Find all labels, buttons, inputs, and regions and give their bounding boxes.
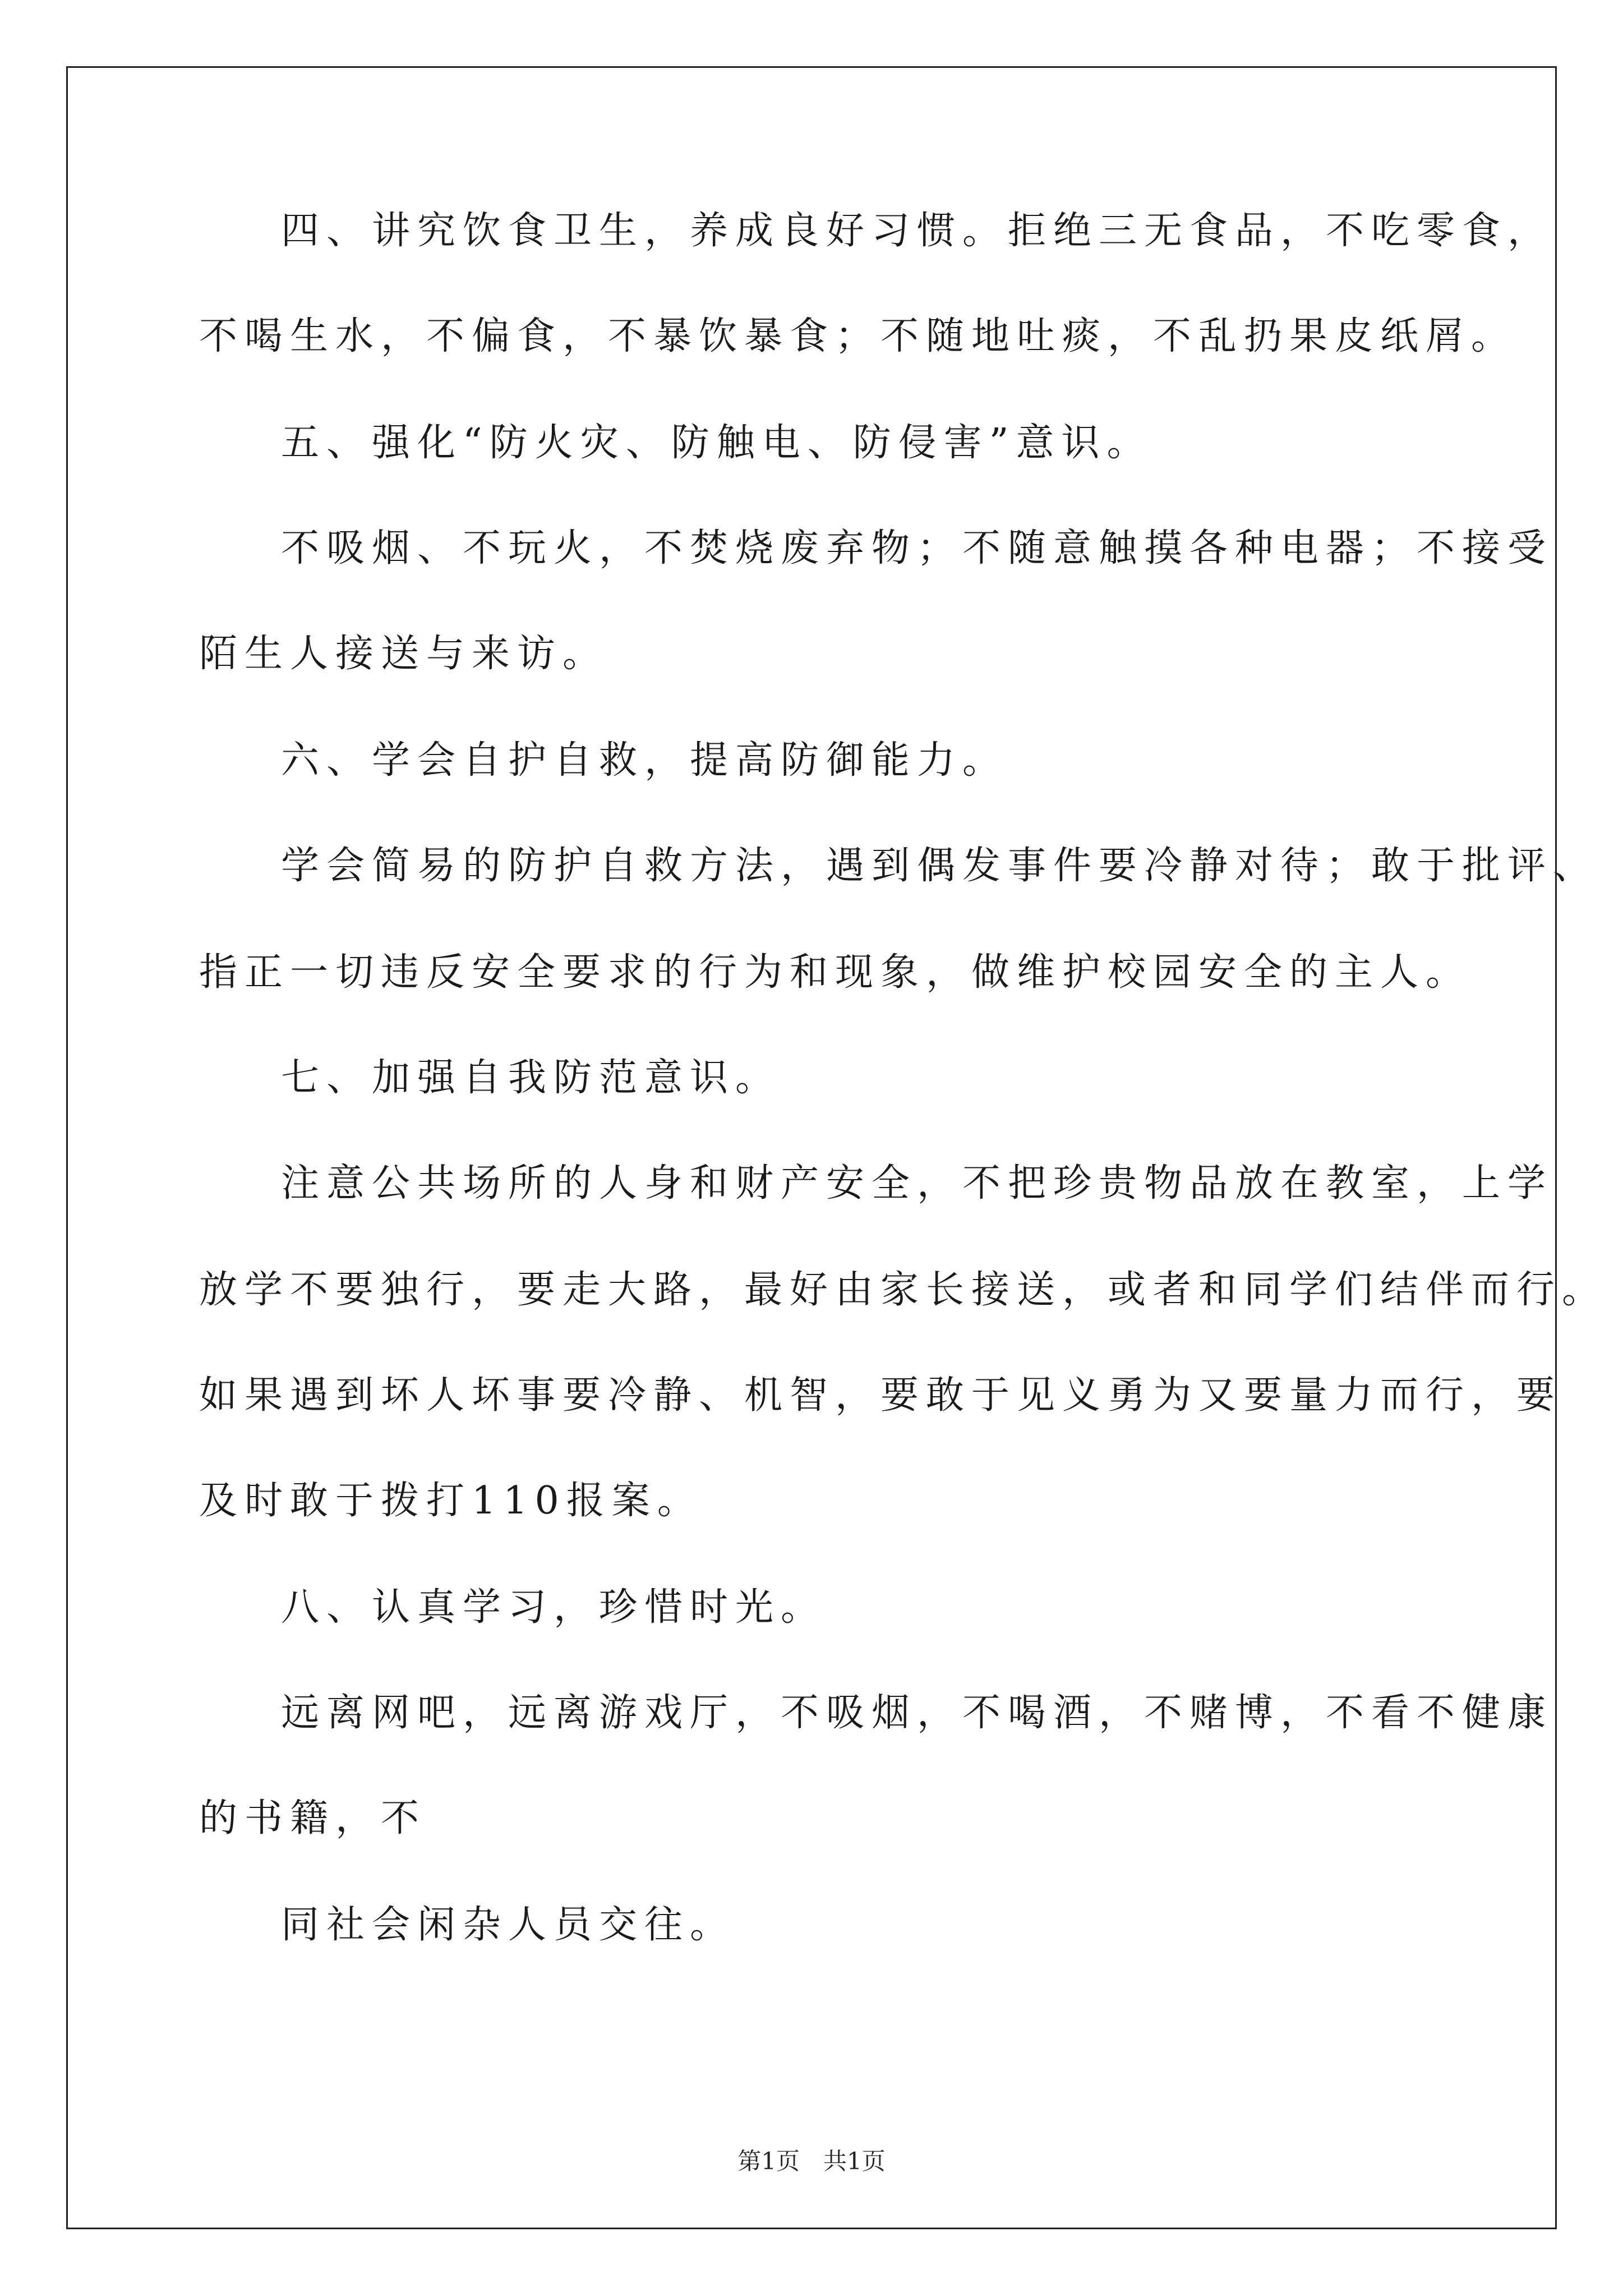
text-line: 的书籍，不 [199,1796,427,1841]
text-line: 及时敢于拨打110报案。 [199,1479,703,1523]
section-heading: 五、强化“防火灾、防触电、防侵害”意识。 [281,421,1152,465]
text-line: 如果遇到坏人坏事要冷静、机智，要敢于见义勇为又要量力而行，要 [199,1373,1562,1418]
page-footer: 第1页 共1页 [737,2147,886,2175]
text-line: 注意公共场所的人身和财产安全，不把珍贵物品放在教室，上学 [281,1161,1553,1205]
section-heading: 八、认真学习，珍惜时光。 [281,1585,827,1630]
section-heading: 六、学会自护自救，提高防御能力。 [281,738,1008,783]
text-line: 同社会闲杂人员交往。 [281,1903,736,1947]
text-line: 放学不要独行，要走大路，最好由家长接送，或者和同学们结伴而行。 [199,1268,1608,1312]
text-line: 陌生人接送与来访。 [199,632,608,676]
text-line: 远离网吧，远离游戏厅，不吸烟，不喝酒，不赌博，不看不健康 [281,1691,1553,1735]
section-heading: 七、加强自我防范意识。 [281,1056,781,1100]
text-line: 不喝生水，不偏食，不暴饮暴食；不随地吐痰，不乱扔果皮纸屑。 [199,314,1517,358]
text-line: 学会简易的防护自救方法，遇到偶发事件要冷静对待；敢于批评、 [281,844,1599,888]
text-line: 四、讲究饮食卫生，养成良好习惯。拒绝三无食品，不吃零食， [281,209,1553,253]
text-line: 指正一切违反安全要求的行为和现象，做维护校园安全的主人。 [199,950,1472,995]
text-line: 不吸烟、不玩火，不焚烧废弃物；不随意触摸各种电器；不接受 [281,526,1553,570]
